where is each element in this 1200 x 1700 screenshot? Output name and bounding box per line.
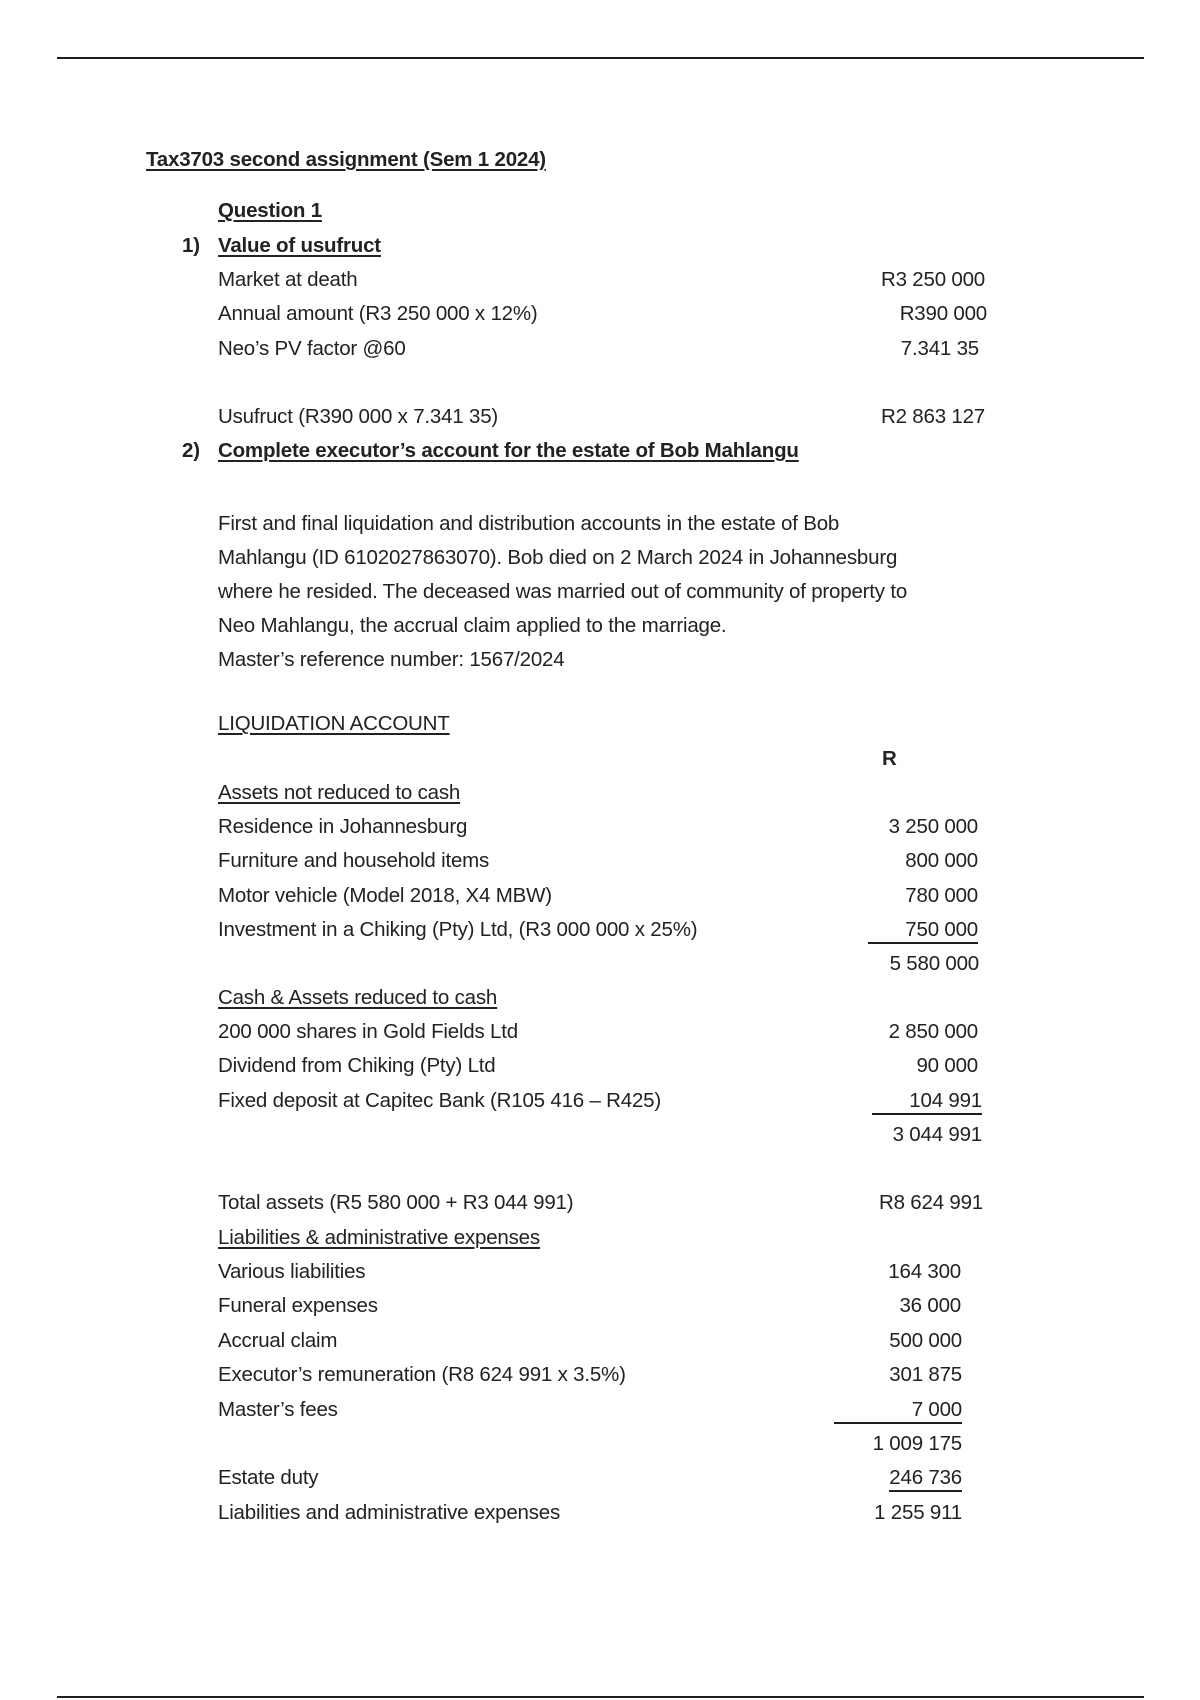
header-rule [57, 57, 1144, 59]
usufruct-row-value: 7.341 35 [900, 337, 979, 360]
asset-row-value: 800 000 [905, 849, 978, 872]
usufruct-result-label: Usufruct (R390 000 x 7.341 35) [218, 405, 499, 428]
usufruct-row-value: R3 250 000 [880, 268, 985, 291]
liability-row-label: Executor’s remuneration (R8 624 991 x 3.5%) [218, 1363, 626, 1386]
liabilities-heading: Liabilities & administrative expenses [218, 1226, 540, 1249]
asset-row-value: 750 000 [868, 920, 978, 944]
liquidation-account-heading: LIQUIDATION ACCOUNT [218, 712, 450, 735]
cash-asset-row-value: 2 850 000 [888, 1020, 978, 1043]
liability-row-value: 36 000 [899, 1294, 961, 1317]
document-title: Tax3703 second assignment (Sem 1 2024) [146, 148, 546, 171]
estate-duty-label: Estate duty [218, 1466, 319, 1489]
asset-row-label: Investment in a Chiking (Pty) Ltd, (R3 000 000 x 25%) [218, 918, 698, 941]
footer-rule [57, 1696, 1144, 1698]
cash-asset-row-value: 104 991 [872, 1091, 982, 1115]
cash-assets-subtotal: 3 044 991 [892, 1123, 982, 1146]
intro-line: Neo Mahlangu, the accrual claim applied to the marriage. [218, 614, 727, 637]
assets-not-cash-heading: Assets not reduced to cash [218, 781, 461, 804]
question-heading: Question 1 [218, 199, 322, 222]
assets-not-cash-subtotal: 5 580 000 [889, 952, 979, 975]
asset-row-value: 780 000 [905, 884, 978, 907]
total-assets-value: R8 624 991 [878, 1191, 983, 1214]
asset-row-label: Motor vehicle (Model 2018, X4 MBW) [218, 884, 552, 907]
cash-asset-row-value: 90 000 [916, 1054, 978, 1077]
masters-reference: Master’s reference number: 1567/2024 [218, 648, 565, 671]
asset-row-label: Furniture and household items [218, 849, 490, 872]
liabilities-subtotal: 1 009 175 [872, 1432, 962, 1455]
estate-intro-paragraph [218, 507, 1058, 677]
usufruct-result-value: R2 863 127 [880, 405, 985, 428]
usufruct-row-label: Neo’s PV factor @60 [218, 337, 406, 360]
cash-asset-row-label: 200 000 shares in Gold Fields Ltd [218, 1020, 518, 1043]
liability-row-value: 301 875 [889, 1363, 962, 1386]
asset-row-label: Residence in Johannesburg [218, 815, 468, 838]
liability-row-label: Various liabilities [218, 1260, 366, 1283]
part2-number: 2) [182, 439, 200, 462]
liability-row-label: Accrual claim [218, 1329, 338, 1352]
liability-row-label: Funeral expenses [218, 1294, 378, 1317]
intro-line: where he resided. The deceased was married out of community of property to [218, 580, 908, 603]
part2-heading: Complete executor’s account for the estate of Bob Mahlangu [218, 439, 799, 462]
intro-line: First and final liquidation and distribution accounts in the estate of Bob [218, 512, 840, 535]
total-assets-label: Total assets (R5 580 000 + R3 044 991) [218, 1191, 574, 1214]
liabilities-total-value: 1 255 911 [874, 1501, 962, 1524]
cash-assets-heading: Cash & Assets reduced to cash [218, 986, 498, 1009]
estate-duty-value: 246 736 [889, 1468, 962, 1492]
usufruct-row-label: Annual amount (R3 250 000 x 12%) [218, 302, 538, 325]
part1-number: 1) [182, 234, 200, 257]
liability-row-value: 500 000 [889, 1329, 962, 1352]
asset-row-value: 3 250 000 [888, 815, 978, 838]
liability-row-value: 7 000 [834, 1400, 962, 1424]
usufruct-row-label: Market at death [218, 268, 358, 291]
usufruct-row-value: R390 000 [899, 302, 987, 325]
currency-column-header: R [882, 747, 897, 770]
cash-asset-row-label: Dividend from Chiking (Pty) Ltd [218, 1054, 496, 1077]
liability-row-label: Master’s fees [218, 1398, 338, 1421]
intro-line: Mahlangu (ID 6102027863070). Bob died on 2 March 2024 in Johannesburg [218, 546, 898, 569]
liability-row-value: 164 300 [888, 1260, 961, 1283]
liabilities-total-label: Liabilities and administrative expenses [218, 1501, 561, 1524]
part1-heading: Value of usufruct [218, 234, 381, 257]
cash-asset-row-label: Fixed deposit at Capitec Bank (R105 416 – R425) [218, 1089, 662, 1112]
